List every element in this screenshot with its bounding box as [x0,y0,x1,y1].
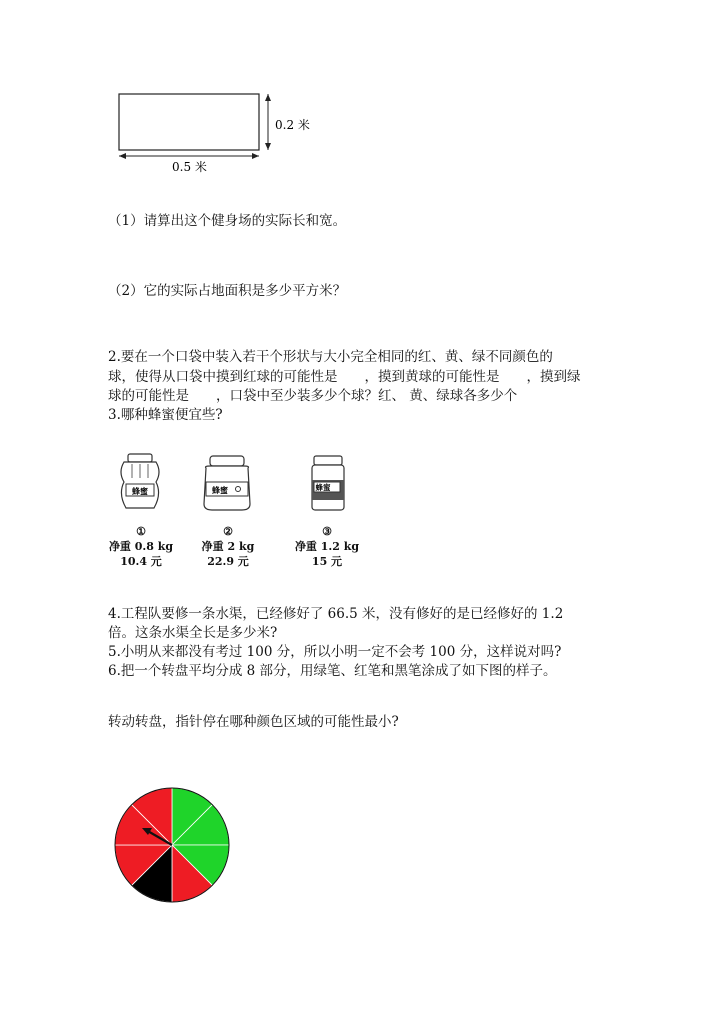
jar-2-weight: 净重 2 kg [201,540,255,553]
jar-1-info [96,524,186,569]
width-label: 0.5 米 [172,160,207,174]
question-3: 3.哪种蜂蜜便宜些? [108,407,223,423]
jar-1-weight: 净重 0.8 kg [108,540,174,553]
honey-jar-3 [312,456,344,510]
honey-jar-1 [121,454,159,508]
honey-jars-illustration [110,450,370,528]
height-arrow-down [265,143,271,150]
height-arrow-up [265,94,271,101]
jar-1-number: ① [136,525,146,538]
jar-2-price: 22.9 元 [207,555,249,568]
question-6: 6.把一个转盘平均分成 8 部分，用绿笔、红笔和黑笔涂成了如下图的样子。 [108,663,557,679]
width-arrow-left [119,153,126,159]
question-1-part-1: （1）请算出这个健身场的实际长和宽。 [108,213,347,229]
jar-3-label: 蜂蜜 [315,483,331,492]
jar-3-weight: 净重 1.2 kg [294,540,360,553]
question-4-line-1: 4.工程队要修一条水渠，已经修好了 66.5 米，没有修好的是已经修好的 1.2 [108,606,564,622]
question-4-line-2: 倍。这条水渠全长是多少米? [108,625,278,641]
width-arrow-right [252,153,259,159]
jar-1-price: 10.4 元 [120,555,162,568]
question-2-line-2: 球，使得从口袋中摸到红球的可能性是 ，摸到黄球的可能性是 ，摸到绿 [108,369,581,385]
question-5: 5.小明从来都没有考过 100 分，所以小明一定不会考 100 分，这样说对吗? [108,644,562,660]
jar-3-number: ③ [322,525,332,538]
jar-3-info [282,524,372,569]
spinner-wheel [110,783,234,907]
height-label: 0.2 米 [275,118,310,132]
question-2-line-3: 球的可能性是 ，口袋中至少装多少个球？红、 黄、绿球各多少个 [108,388,518,404]
jar-3-price: 15 元 [311,555,343,568]
question-2-line-1: 2.要在一个口袋中装入若干个形状与大小完全相同的红、黄、绿不同颜色的 [108,349,553,365]
field-rectangle [119,94,259,150]
jar-2-label: 蜂蜜 [212,485,228,495]
question-1-part-2: （2）它的实际占地面积是多少平方米？ [108,283,347,299]
rectangle-figure [110,86,330,176]
question-6-sub: 转动转盘，指针停在哪种颜色区域的可能性最小? [108,714,399,730]
jar-2-number: ② [223,525,233,538]
jar-1-label: 蜂蜜 [132,486,148,496]
honey-jar-2 [204,456,250,510]
jar-2-info [183,524,273,569]
